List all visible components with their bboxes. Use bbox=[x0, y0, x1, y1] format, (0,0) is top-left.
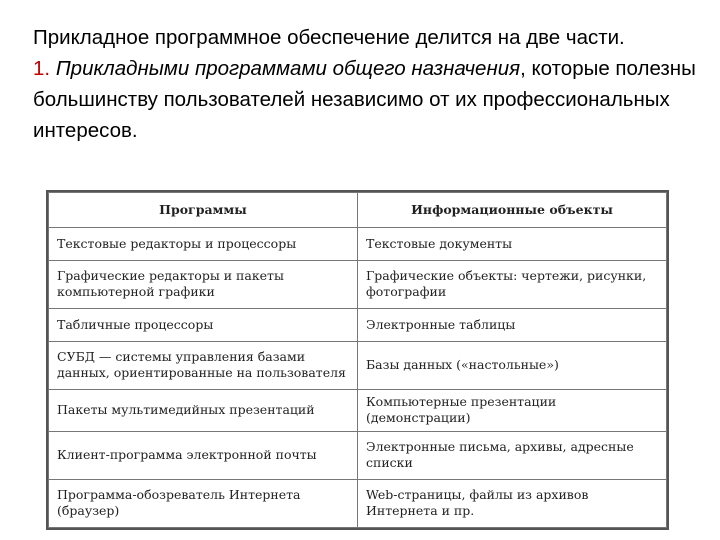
table-row bbox=[49, 390, 667, 432]
list-item-general-purpose bbox=[33, 53, 713, 146]
header-programs: Программы bbox=[49, 193, 358, 228]
software-table bbox=[46, 190, 669, 530]
item-emphasis: Прикладными программами общего назначения bbox=[55, 57, 521, 80]
program-cell: Программа-обозреватель Интернета (браузер) bbox=[49, 479, 358, 527]
program-cell: Графические редакторы и пакеты компьютерной графики bbox=[49, 260, 358, 308]
object-cell: Компьютерные презентации (демонстрации) bbox=[358, 390, 667, 432]
object-cell: Электронные письма, архивы, адресные списки bbox=[358, 431, 667, 479]
object-cell: Web-страницы, файлы из архивов Интернета и пр. bbox=[358, 479, 667, 527]
object-cell: Электронные таблицы bbox=[358, 309, 667, 342]
object-cell: Графические объекты: чертежи, рисунки, фотографии bbox=[358, 260, 667, 308]
table-row bbox=[49, 431, 667, 479]
item-description: , которые полезны большинству пользователей независимо от их профессиональных интересов. bbox=[33, 57, 696, 142]
item-number: 1. bbox=[33, 57, 51, 80]
programs-objects-table bbox=[48, 192, 667, 528]
table-row bbox=[49, 341, 667, 389]
object-cell: Текстовые документы bbox=[358, 228, 667, 261]
program-cell: Табличные процессоры bbox=[49, 309, 358, 342]
table-row bbox=[49, 309, 667, 342]
program-cell: Пакеты мультимедийных презентаций bbox=[49, 390, 358, 432]
table-header-row bbox=[49, 193, 667, 228]
intro-text bbox=[33, 22, 713, 146]
intro-paragraph: Прикладное программное обеспечение делится на две части. bbox=[33, 26, 625, 49]
program-cell: Текстовые редакторы и процессоры bbox=[49, 228, 358, 261]
table-row bbox=[49, 479, 667, 527]
header-info-objects: Информационные объекты bbox=[358, 193, 667, 228]
program-cell: СУБД — системы управления базами данных, ориентированные на пользователя bbox=[49, 341, 358, 389]
table-row bbox=[49, 228, 667, 261]
program-cell: Клиент-программа электронной почты bbox=[49, 431, 358, 479]
object-cell: Базы данных («настольные») bbox=[358, 341, 667, 389]
table-row bbox=[49, 260, 667, 308]
